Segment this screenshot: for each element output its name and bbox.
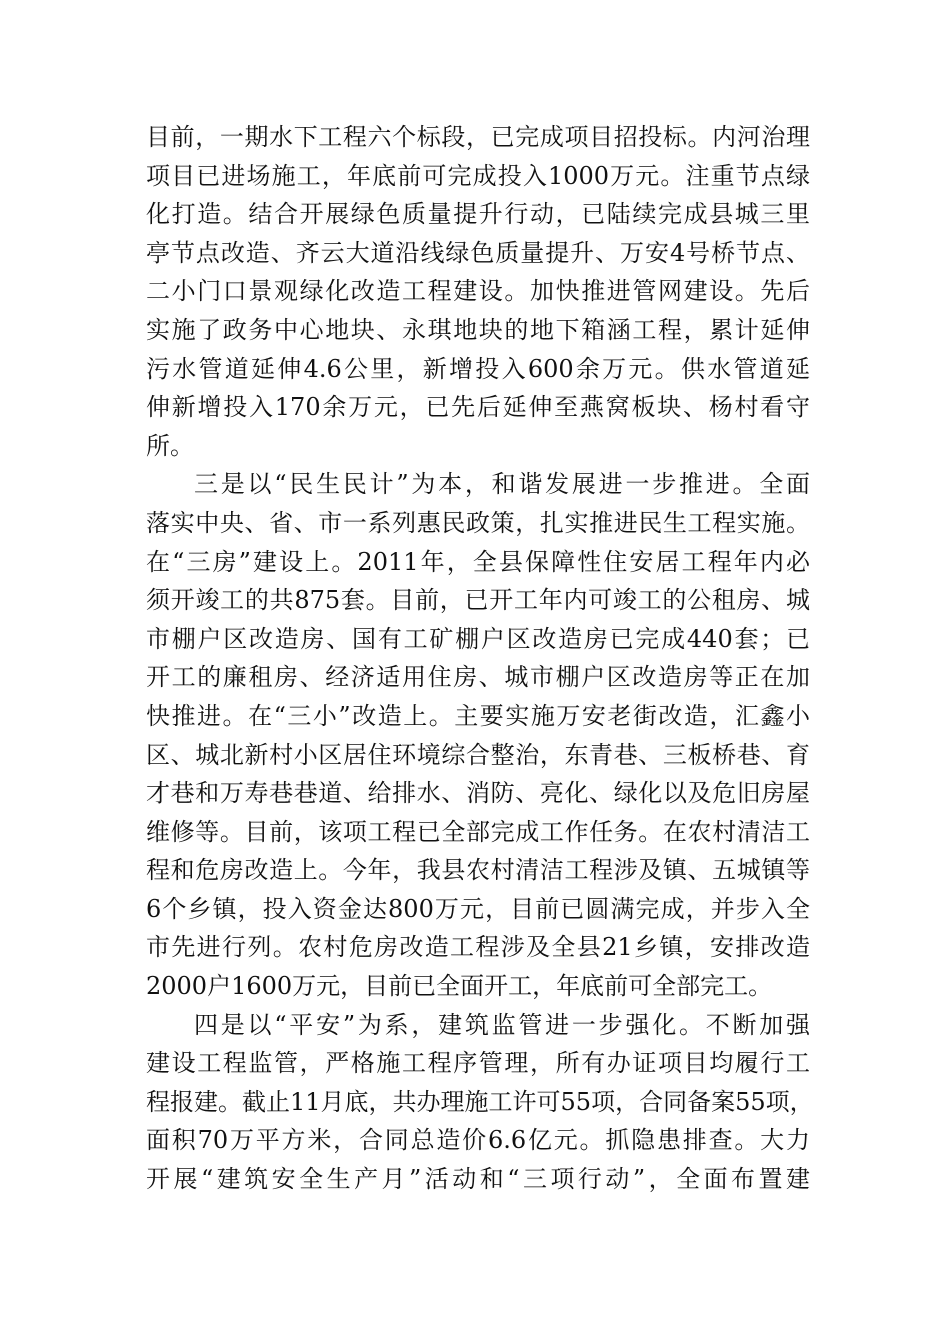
paragraph-start-line: 四是以“平安”为系，建筑监管进一步强化。不断加强 — [194, 1010, 810, 1039]
body-text — [146, 118, 814, 1199]
text-line: 实施了政务中心地块、永琪地块的地下箱涵工程，累计延伸 — [146, 315, 810, 344]
text-line: 6个乡镇，投入资金达800万元，目前已圆满完成，并步入全 — [146, 894, 810, 923]
text-line: 面积70万平方米，合同总造价6.6亿元。抓隐患排查。大力 — [146, 1126, 810, 1155]
text-line: 须开竣工的共875套。目前，已开工年内可竣工的公租房、城 — [146, 586, 810, 615]
text-line: 程报建。截止11月底，共办理施工许可55项，合同备案55项， — [146, 1087, 814, 1116]
text-line: 伸新增投入170余万元，已先后延伸至燕窝板块、杨村看守 — [146, 393, 810, 422]
text-line: 程和危房改造上。今年，我县农村清洁工程涉及镇、五城镇等 — [146, 856, 810, 885]
text-line: 才巷和万寿巷巷道、给排水、消防、亮化、绿化以及危旧房屋 — [146, 779, 810, 808]
text-line: 项目已进场施工，年底前可完成投入1000万元。注重节点绿 — [146, 161, 810, 190]
text-line: 亭节点改造、齐云大道沿线绿色质量提升、万安4号桥节点、 — [146, 238, 810, 267]
text-line: 落实中央、省、市一系列惠民政策，扎实推进民生工程实施。 — [146, 508, 810, 537]
text-line: 区、城北新村小区居住环境综合整治，东青巷、三板桥巷、育 — [146, 740, 810, 769]
text-line: 维修等。目前，该项工程已全部完成工作任务。在农村清洁工 — [146, 817, 810, 846]
text-line: 开工的廉租房、经济适用住房、城市棚户区改造房等正在加 — [146, 663, 810, 692]
text-line: 化打造。结合开展绿色质量提升行动，已陆续完成县城三里 — [146, 200, 810, 229]
text-line: 2000户1600万元，目前已全面开工，年底前可全部完工。 — [146, 972, 773, 1001]
text-line: 市先进行列。农村危房改造工程涉及全县21乡镇，安排改造 — [146, 933, 810, 962]
text-line: 二小门口景观绿化改造工程建设。加快推进管网建设。先后 — [146, 277, 810, 306]
text-line: 目前，一期水下工程六个标段，已完成项目招投标。内河治理 — [146, 123, 810, 151]
text-line: 建设工程监管，严格施工程序管理，所有办证项目均履行工 — [146, 1049, 810, 1078]
text-line: 在“三房”建设上。2011年，全县保障性住安居工程年内必 — [146, 547, 810, 576]
text-line: 污水管道延伸4.6公里，新增投入600余万元。供水管道延 — [146, 354, 810, 383]
text-line: 市棚户区改造房、国有工矿棚户区改造房已完成440套；已 — [146, 624, 810, 653]
text-line: 开展“建筑安全生产月”活动和“三项行动”，全面布置建 — [146, 1165, 810, 1194]
text-line: 快推进。在“三小”改造上。主要实施万安老街改造，汇鑫小 — [146, 701, 810, 730]
paragraph-start-line: 三是以“民生民计”为本，和谐发展进一步推进。全面 — [194, 470, 810, 499]
text-line: 所。 — [146, 431, 194, 460]
